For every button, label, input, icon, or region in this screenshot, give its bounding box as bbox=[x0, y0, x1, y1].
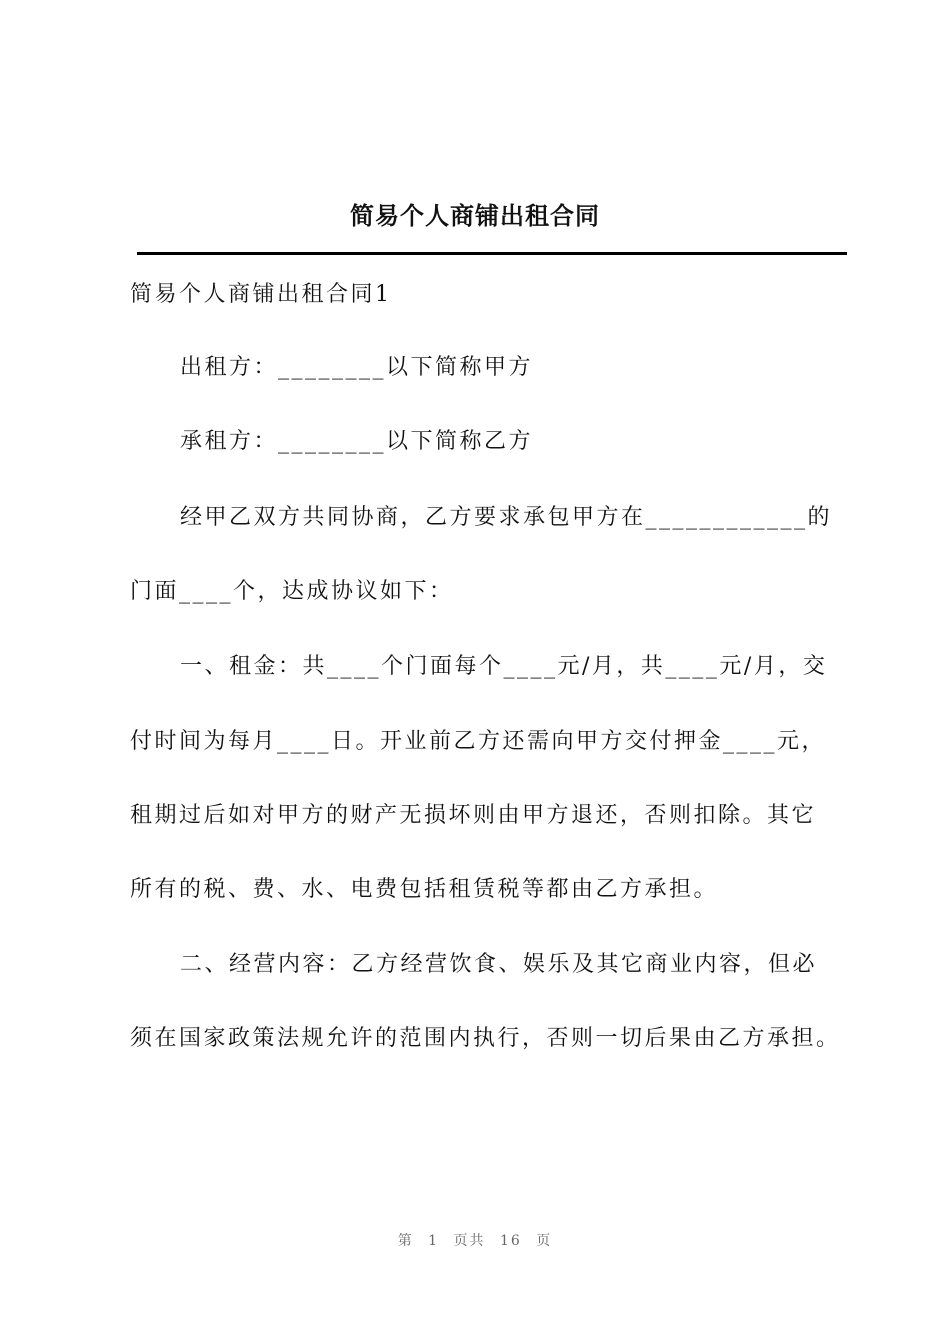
title-divider bbox=[137, 252, 847, 255]
body-line: 经甲乙双方共同协商，乙方要求承包甲方在____________的 bbox=[180, 505, 833, 530]
body-line: 门面____个，达成协议如下： bbox=[130, 579, 454, 604]
lessee-line: 承租方：________以下简称乙方 bbox=[180, 429, 534, 454]
document-title: 简易个人商铺出租合同 bbox=[350, 201, 600, 230]
page-number: 第 1 页共 16 页 bbox=[397, 1233, 553, 1249]
business-clause-line: 二、经营内容：乙方经营饮食、娱乐及其它商业内容，但必 bbox=[180, 952, 818, 977]
contract-subtitle: 简易个人商铺出租合同1 bbox=[130, 282, 392, 307]
rent-clause-line: 一、租金：共____个门面每个____元/月，共____元/月，交 bbox=[180, 654, 828, 679]
rent-clause-line: 租期过后如对甲方的财产无损坏则由甲方退还，否则扣除。其它 bbox=[130, 803, 817, 828]
rent-clause-line: 所有的税、费、水、电费包括租赁税等都由乙方承担。 bbox=[130, 877, 719, 902]
business-clause-line: 须在国家政策法规允许的范围内执行，否则一切后果由乙方承担。 bbox=[130, 1026, 841, 1051]
rent-clause-line: 付时间为每月____日。开业前乙方还需向甲方交付押金____元， bbox=[130, 729, 827, 754]
lessor-line: 出租方：________以下简称甲方 bbox=[180, 355, 534, 380]
